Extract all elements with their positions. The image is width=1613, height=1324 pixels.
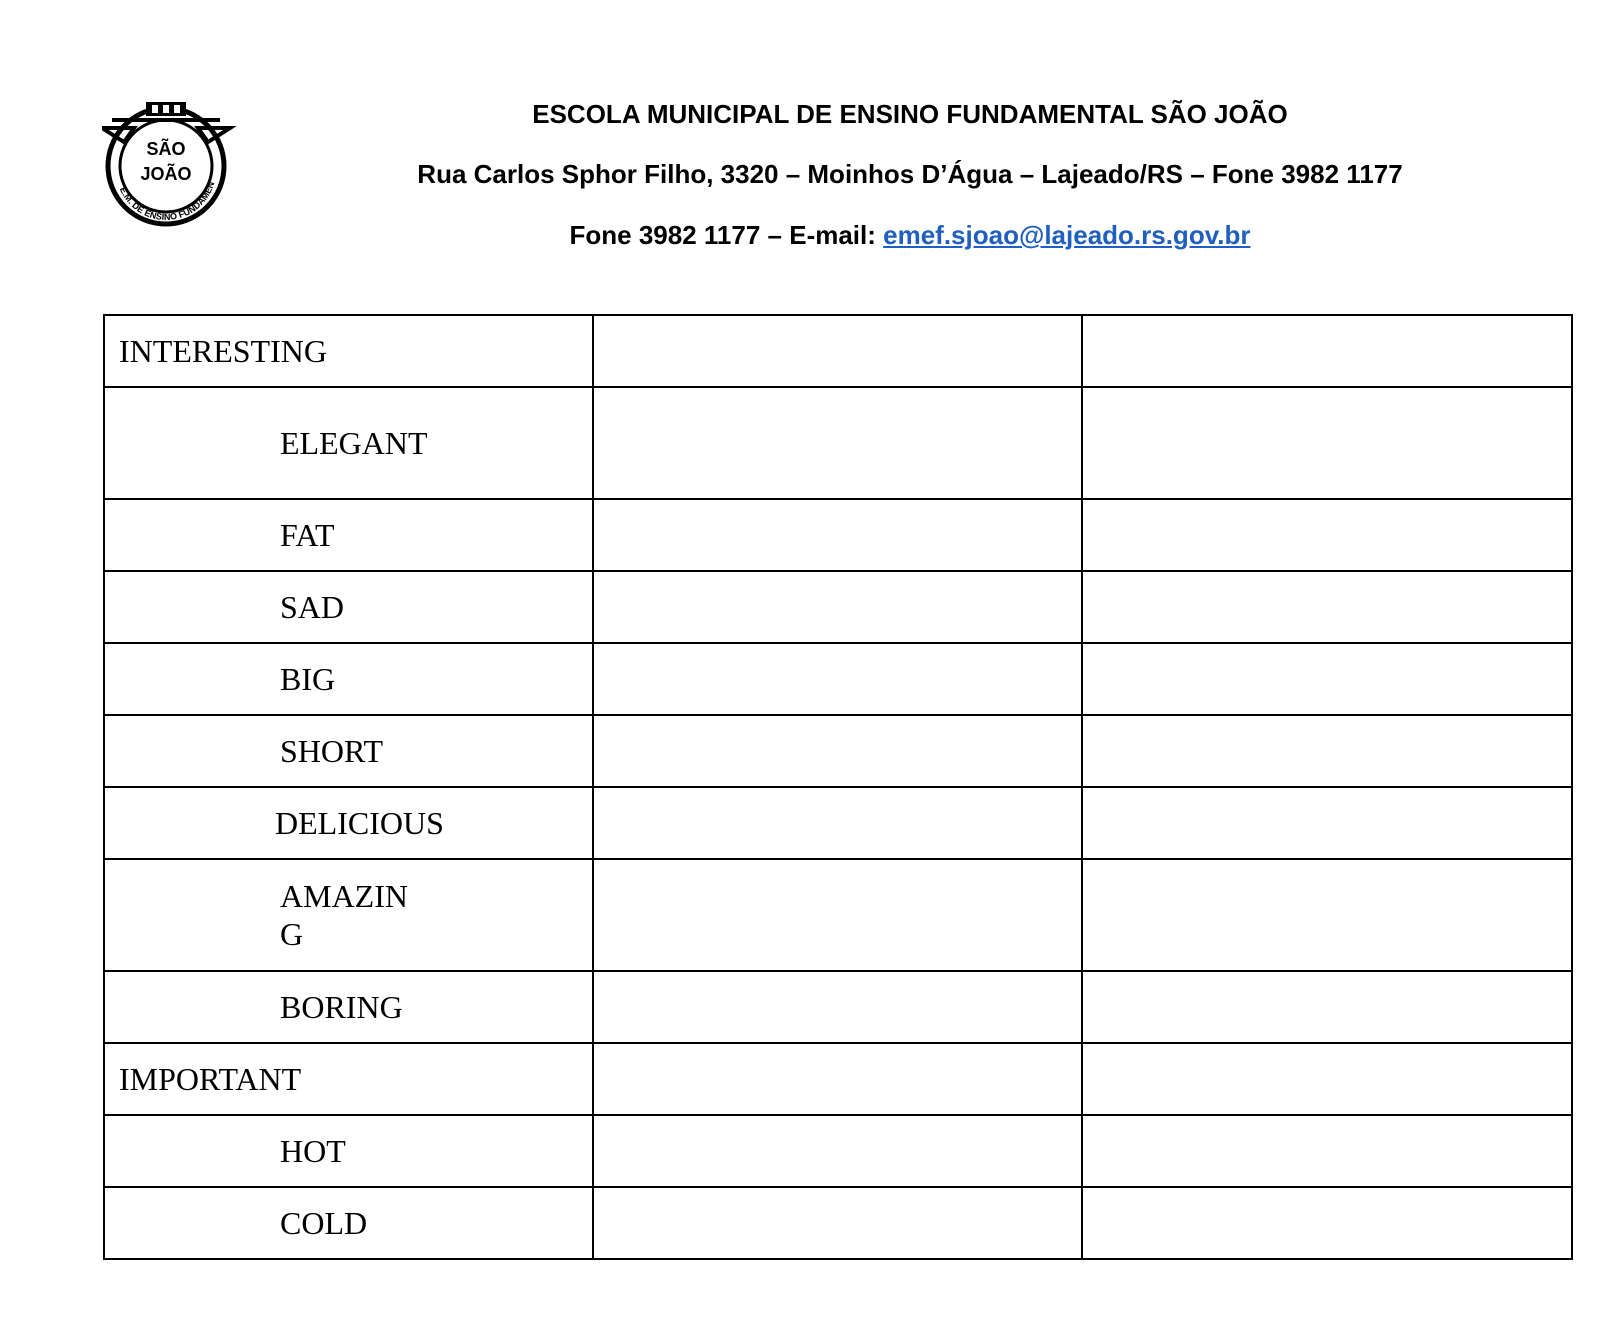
table-row — [104, 1187, 1572, 1259]
answer-cell[interactable] — [1082, 315, 1572, 387]
answer-cell[interactable] — [593, 787, 1083, 859]
answer-cell[interactable] — [593, 315, 1083, 387]
table-row — [104, 571, 1572, 643]
table-row — [104, 787, 1572, 859]
table-row — [104, 387, 1572, 499]
word-cell — [104, 643, 593, 715]
table-row — [104, 315, 1572, 387]
word-cell — [104, 387, 593, 499]
word-label: FAT — [280, 517, 335, 553]
answer-cell[interactable] — [593, 499, 1083, 571]
logo-text-bottom: JOÃO — [140, 164, 192, 184]
answer-cell[interactable] — [593, 1043, 1083, 1115]
table-row — [104, 1043, 1572, 1115]
answer-cell[interactable] — [593, 859, 1083, 971]
answer-cell[interactable] — [593, 571, 1083, 643]
answer-cell[interactable] — [1082, 387, 1572, 499]
school-crest-icon — [102, 100, 238, 232]
answer-cell[interactable] — [1082, 859, 1572, 971]
school-logo — [102, 100, 238, 232]
word-label: SAD — [280, 589, 345, 625]
answer-cell[interactable] — [1082, 715, 1572, 787]
word-cell — [104, 715, 593, 787]
school-contact — [330, 220, 1490, 251]
table-row — [104, 971, 1572, 1043]
answer-cell[interactable] — [593, 715, 1083, 787]
table-row — [104, 1115, 1572, 1187]
school-address: Rua Carlos Sphor Filho, 3320 – Moinhos D’Água – Lajeado/RS – Fone 3982 1177 — [417, 159, 1403, 189]
word-cell — [104, 499, 593, 571]
answer-cell[interactable] — [593, 387, 1083, 499]
answer-cell[interactable] — [1082, 971, 1572, 1043]
answer-cell[interactable] — [593, 971, 1083, 1043]
word-label: BORING — [280, 989, 403, 1025]
word-label: ELEGANT — [280, 425, 428, 461]
word-label: BIG — [280, 661, 336, 697]
word-cell — [104, 571, 593, 643]
vocabulary-table — [103, 314, 1573, 1260]
answer-cell[interactable] — [1082, 1115, 1572, 1187]
word-cell — [104, 1115, 593, 1187]
table-row — [104, 859, 1572, 971]
word-label: HOT — [280, 1133, 346, 1169]
answer-cell[interactable] — [1082, 571, 1572, 643]
logo-text-top: SÃO — [146, 139, 186, 159]
word-label: SHORT — [280, 733, 383, 769]
word-cell — [104, 971, 593, 1043]
word-cell — [104, 787, 593, 859]
answer-cell[interactable] — [1082, 499, 1572, 571]
answer-cell[interactable] — [593, 1115, 1083, 1187]
word-cell — [104, 859, 593, 971]
table-row — [104, 499, 1572, 571]
school-name: ESCOLA MUNICIPAL DE ENSINO FUNDAMENTAL SÃO JOÃO — [532, 99, 1288, 129]
word-cell — [104, 315, 593, 387]
word-label: INTERESTING — [119, 333, 327, 369]
answer-cell[interactable] — [1082, 643, 1572, 715]
answer-cell[interactable] — [593, 643, 1083, 715]
table-row — [104, 715, 1572, 787]
word-cell — [104, 1187, 593, 1259]
contact-prefix: Fone 3982 1177 – E-mail: — [569, 220, 884, 250]
answer-cell[interactable] — [593, 1187, 1083, 1259]
word-cell — [104, 1043, 593, 1115]
logo-ring-text: E.M. DE ENSINO FUNDAMEN — [117, 180, 217, 223]
answer-cell[interactable] — [1082, 1043, 1572, 1115]
email-link[interactable]: emef.sjoao@lajeado.rs.gov.br — [883, 220, 1251, 250]
answer-cell[interactable] — [1082, 787, 1572, 859]
word-label: COLD — [280, 1205, 368, 1241]
answer-cell[interactable] — [1082, 1187, 1572, 1259]
word-label: AMAZING — [280, 878, 408, 952]
table-row — [104, 643, 1572, 715]
word-label: IMPORTANT — [119, 1061, 302, 1097]
word-label: DELICIOUS — [275, 805, 444, 841]
